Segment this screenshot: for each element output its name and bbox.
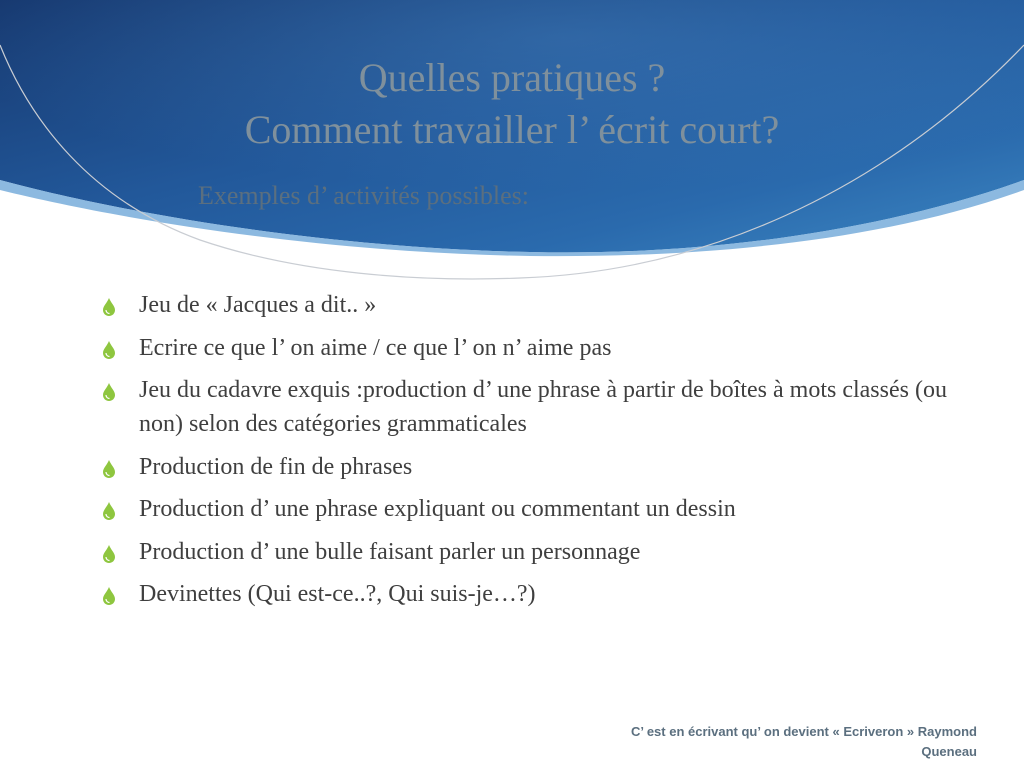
leaf-drop-icon [102,383,116,401]
bullet-text: Jeu du cadavre exquis :production d’ une phrase à partir de boîtes à mots classés (ou non) selon des catégories grammaticales [139,377,947,437]
bullet-text: Production d’ une bulle faisant parler un personnage [139,538,641,565]
leaf-drop-icon [102,587,116,605]
title-line-2: Comment travailler l’ écrit court? [244,107,780,152]
leaf-drop-icon [102,545,116,563]
title-line-1: Quelles pratiques ? [358,55,666,100]
slide-title [0,52,1024,156]
bullet-text: Ecrire ce que l’ on aime / ce que l’ on n’ aime pas [139,334,612,361]
slide-subtitle: Exemples d’ activités possibles: [198,181,529,210]
leaf-drop-icon [102,460,116,478]
bullet-text: Production de fin de phrases [139,453,413,480]
bullet-item [100,535,980,569]
bullet-text: Devinettes (Qui est-ce..?, Qui suis-je…?) [139,581,536,607]
bullet-item [100,450,980,484]
footer-line-2: Queneau [921,744,977,759]
bullet-item [100,331,980,365]
bullet-item [100,577,980,611]
leaf-drop-icon [102,298,116,316]
bullet-item [100,288,980,322]
bullet-list [100,288,980,620]
bullet-text: Production d’ une phrase expliquant ou commentant un dessin [139,496,736,522]
bullet-item [100,373,980,441]
bullet-text: Jeu de « Jacques a dit.. » [139,292,377,318]
bullet-item [100,492,980,526]
leaf-drop-icon [102,502,116,520]
footer-quote [517,722,977,762]
footer-line-1: C’ est en écrivant qu’ on devient « Ecriveron » Raymond [630,724,977,739]
leaf-drop-icon [102,341,116,359]
